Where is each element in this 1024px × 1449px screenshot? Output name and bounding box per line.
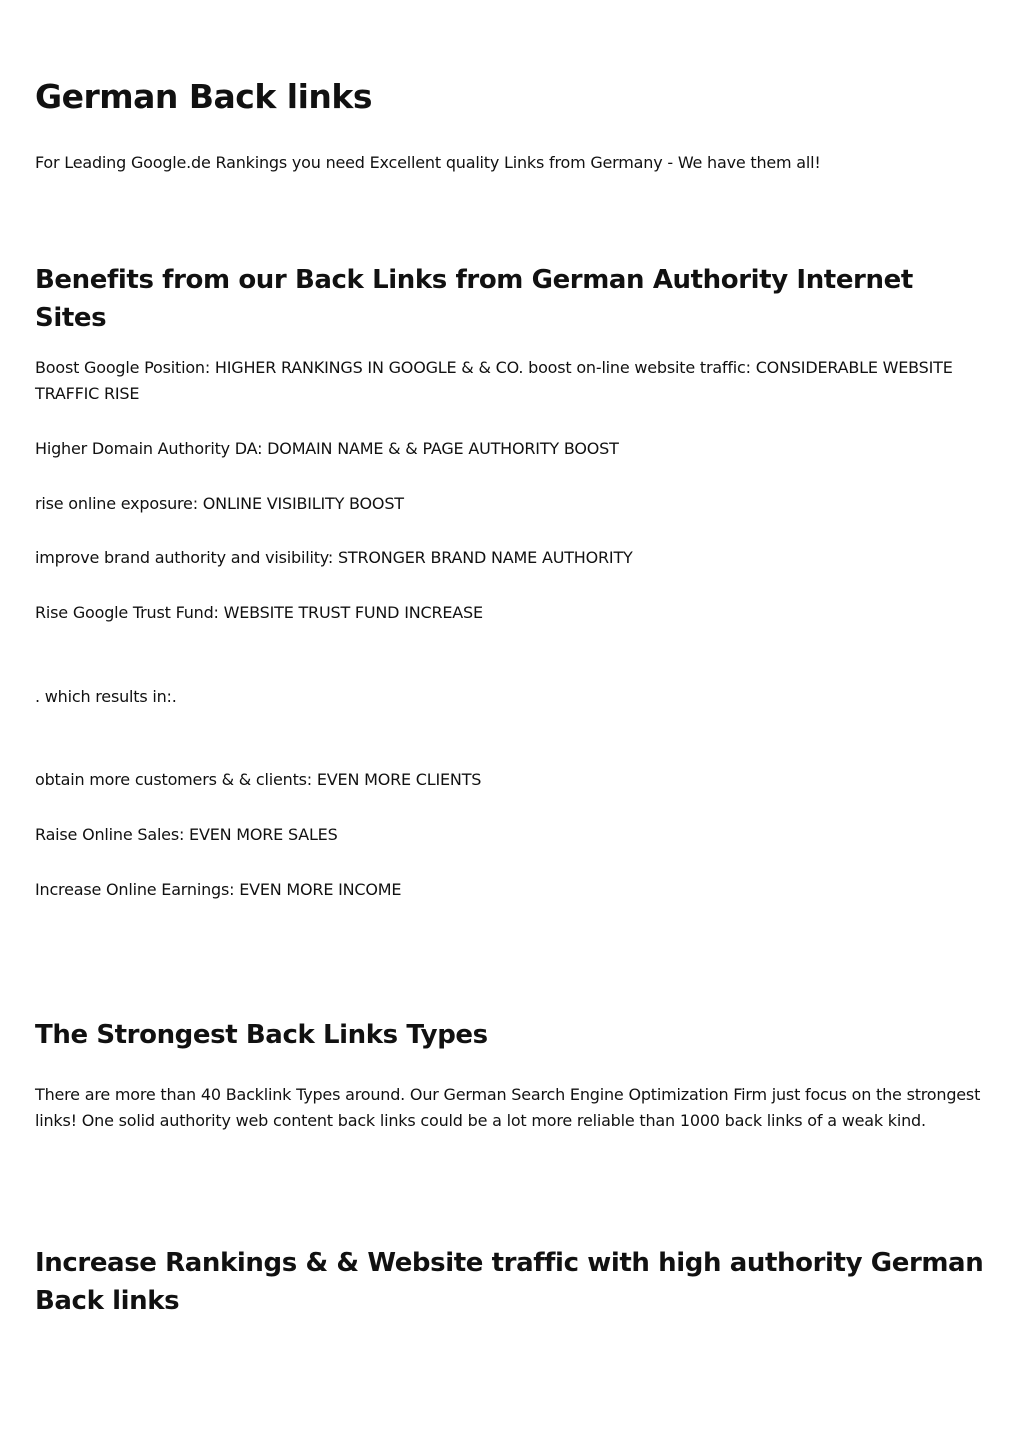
result-item: Raise Online Sales: EVEN MORE SALES [35, 825, 338, 844]
benefit-item: improve brand authority and visibility: STRONGER BRAND NAME AUTHORITY [35, 548, 633, 567]
benefit-item: Rise Google Trust Fund: WEBSITE TRUST FUND INCREASE [35, 603, 483, 622]
results-intro: . which results in:. [35, 687, 177, 706]
result-item: obtain more customers & & clients: EVEN MORE CLIENTS [35, 770, 482, 789]
benefit-item: Higher Domain Authority DA: DOMAIN NAME & & PAGE AUTHORITY BOOST [35, 439, 619, 458]
result-item: Increase Online Earnings: EVEN MORE INCOME [35, 880, 402, 899]
rankings-heading: Increase Rankings & & Website traffic with high authority German Back links [35, 1248, 984, 1316]
benefit-item: rise online exposure: ONLINE VISIBILITY BOOST [35, 494, 404, 513]
page-title: German Back links [35, 77, 373, 116]
benefits-heading: Benefits from our Back Links from German Authority Internet Sites [35, 265, 913, 333]
types-heading: The Strongest Back Links Types [35, 1020, 488, 1050]
tagline: For Leading Google.de Rankings you need Excellent quality Links from Germany - We have them all! [35, 153, 821, 172]
benefit-item: Boost Google Position: HIGHER RANKINGS IN GOOGLE & & CO. boost on-line website traffic: CONSIDERABLE WEBSITE TRAFFIC RISE [35, 358, 953, 403]
types-body: There are more than 40 Backlink Types around. Our German Search Engine Optimization Firm just focus on the strongest links! One solid authority web content back links could be a lot more reliable than 1000 back links of a weak kind. [35, 1085, 981, 1130]
